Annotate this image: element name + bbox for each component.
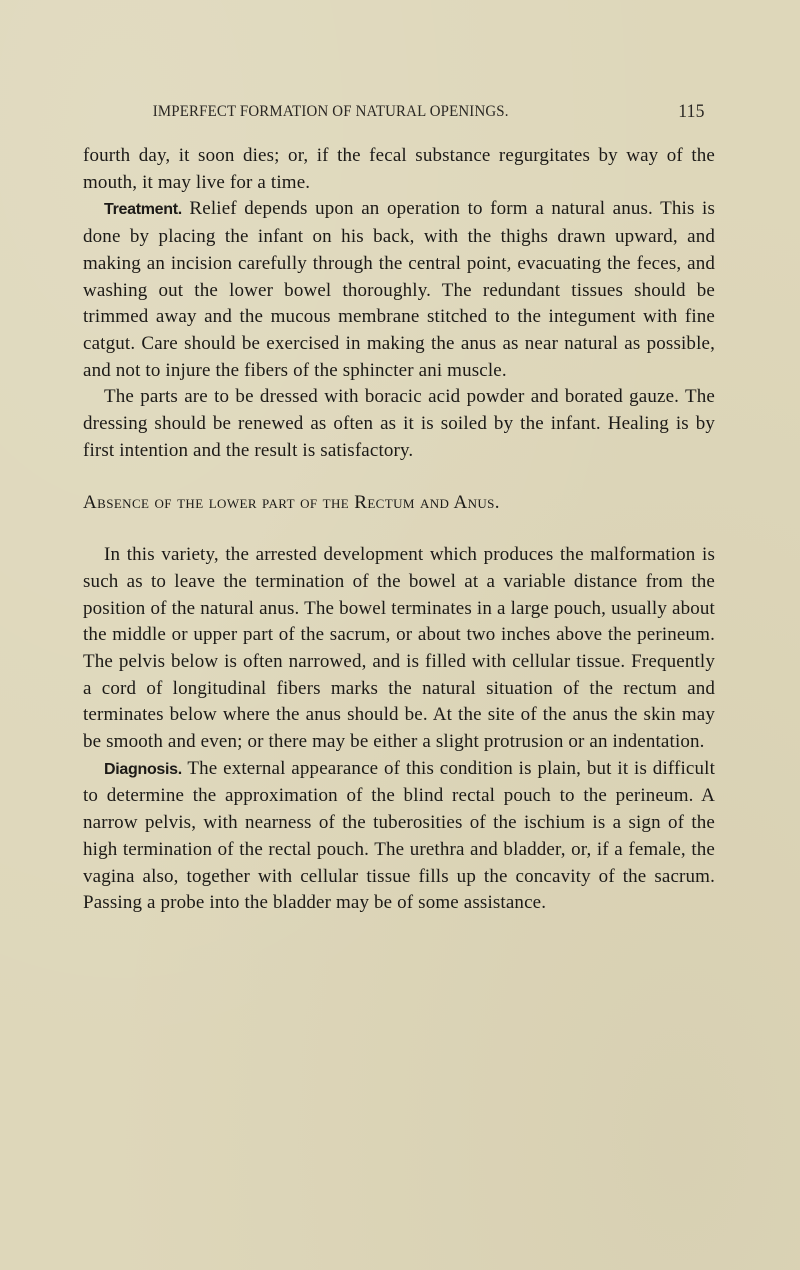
paragraph-diagnosis <box>83 756 715 917</box>
running-head <box>83 100 715 128</box>
body-text <box>83 143 715 917</box>
page-number: 115 <box>678 101 705 122</box>
paragraph-diagnosis-text: The external appearance of this condition is plain, but it is difficult to determine the approximation of the blind rectal pouch to the perineum. A narrow pelvis, with nearness of the tuberosities of the ischium is a sign of the high termination of the rectal pouch. The urethra and bladder, or, if a female, the vagina also, together with cellular tissue fills up the concavity of the sacrum. Passing a probe into the bladder may be of some assistance. <box>83 757 715 914</box>
book-page <box>83 100 715 917</box>
section-heading-text: Absence of the lower part of the Rectum and Anus. <box>83 492 500 514</box>
paragraph-dressing: The parts are to be dressed with boracic acid powder and borated gauze. The dressing should be renewed as often as it is soiled by the infant. Healing is by first intention and the result is satisfactory. <box>83 386 715 461</box>
runin-heading-diagnosis: Diagnosis. <box>104 760 182 778</box>
section-heading <box>83 490 715 517</box>
paragraph-treatment <box>83 196 715 384</box>
paragraph-variety: In this variety, the arrested development which produces the malformation is such as to leave the termination of the bowel at a variable distance from the position of the natural anus. The bowel terminates in a large pouch, usually about the middle or upper part of the sacrum, or about two inches above the perineum. The pelvis below is often narrowed, and is filled with cellular tissue. Frequently a cord of longitudinal fibers marks the natural situation of the rectum and terminates below where the anus should be. At the site of the anus the skin may be smooth and even; or there may be either a slight protrusion or an indentation. <box>83 544 715 753</box>
running-head-title: IMPERFECT FORMATION OF NATURAL OPENINGS. <box>152 103 509 120</box>
runin-heading-treatment: Treatment. <box>104 201 182 219</box>
paragraph-continuation: fourth day, it soon dies; or, if the fecal substance regurgitates by way of the mouth, it may live for a time. <box>83 145 715 193</box>
paragraph-treatment-text: Relief depends upon an operation to form a natural anus. This is done by placing the infant on his back, with the thighs drawn upward, and making an incision carefully through the central point, evacuating the feces, and washing out the lower bowel thoroughly. The redundant tissues should be trimmed away and the mucous membrane stitched to the integument with fine catgut. Care should be exercised in making the anus as near natural as possible, and not to injure the fibers of the sphincter ani muscle. <box>83 198 715 381</box>
